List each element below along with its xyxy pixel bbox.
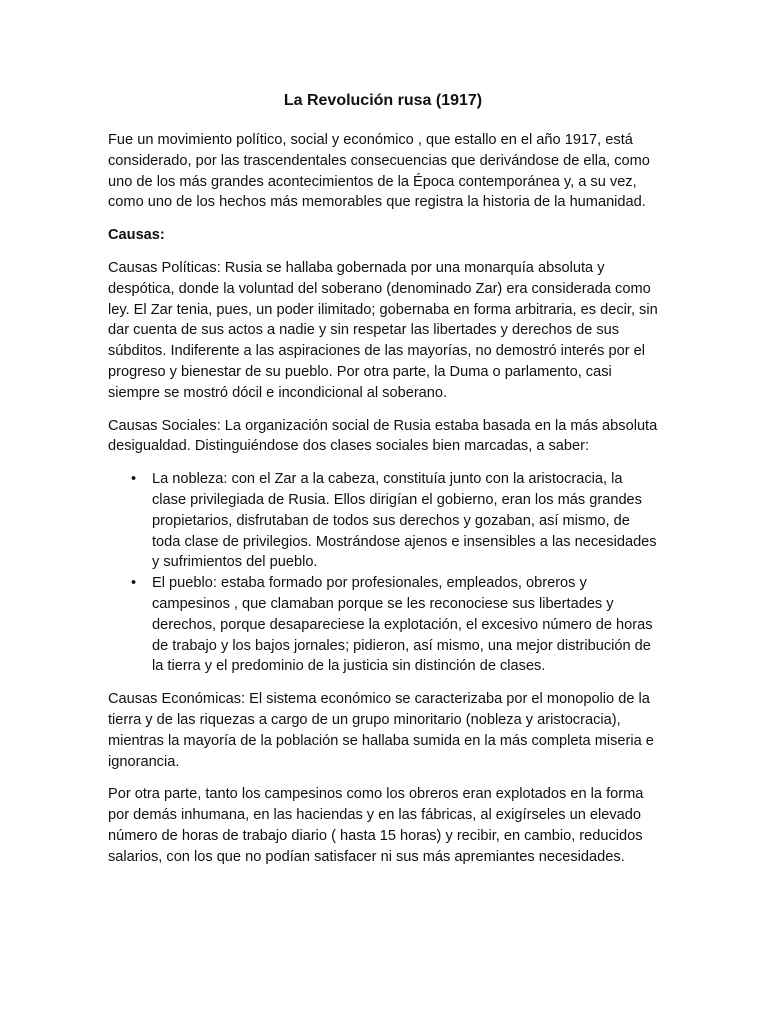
list-item <box>131 573 658 677</box>
closing-paragraph: Por otra parte, tanto los campesinos como los obreros eran explotados en la forma por demás inhumana, en las haciendas y en las fábricas, al exigírseles un elevado número de horas de trabajo diario ( hasta 15 horas) y recibir, en cambio, reducidos salarios, con los que no podían satisfacer ni sus más apremiantes necesidades. <box>108 786 644 865</box>
social-causes-paragraph: Causas Sociales: La organización social de Rusia estaba basada en la más absoluta desigualdad. Distinguiéndose dos clases sociales bien marcadas, a saber: <box>108 417 658 455</box>
bullet-icon: • <box>131 575 137 592</box>
list-item-text: La nobleza: con el Zar a la cabeza, constituía junto con la aristocracia, la clase privilegiada de Rusia. Ellos dirigían el gobierno, eran los más grandes propietarios, disfrutaban de todos sus derechos y gozaban, así mismo, de toda clase de privilegios. Mostrándose ajenos e insensibles a las necesidades y sufrimientos del pueblo. <box>152 471 657 571</box>
economic-causes-paragraph: Causas Económicas: El sistema económico se caracterizaba por el monopolio de la tierra y de las riquezas a cargo de un grupo minoritario (nobleza y aristocracia), mientras la mayoría de la población se hallaba sumida en la más completa miseria e ignorancia. <box>108 691 654 770</box>
political-causes-paragraph: Causas Políticas: Rusia se hallaba gobernada por una monarquía absoluta y despótica, donde la voluntad del soberano (denominado Zar) era considerada como ley. El Zar tenia, pues, un poder ilimitado; gobernaba en forma arbitraria, es decir, sin dar cuenta de sus actos a nadie y sin respetar las libertades y derechos de sus súbditos. Indiferente a las aspiraciones de las mayorías, no demostró interés por el progreso y bienestar de su pueblo. Por otra parte, la Duma o parlamento, casi siempre se mostró dócil e incondicional al soberano. <box>108 259 658 401</box>
bullet-icon: • <box>131 471 137 488</box>
list-item <box>131 469 658 573</box>
document-title: La Revolución rusa (1917) <box>283 92 483 109</box>
intro-paragraph: Fue un movimiento político, social y económico , que estallo en el año 1917, está considerado, por las trascendentales consecuencias que derivándose de ella, como uno de los más grandes acontecimientos de la Época contemporánea y, a su vez, como uno de los hechos más memorables que registra la historia de la humanidad. <box>108 132 650 211</box>
causes-heading: Causas: <box>108 227 165 244</box>
social-classes-list <box>108 469 658 677</box>
list-item-text: El pueblo: estaba formado por profesionales, empleados, obreros y campesinos , que clamaban porque se les reconociese sus libertades y derechos, porque desapareciese la explotación, el excesivo número de horas de trabajo y los bajos jornales; pidieron, así mismo, una mejor distribución de la tierra y el predominio de la justicia sin distinción de clases. <box>152 575 653 675</box>
